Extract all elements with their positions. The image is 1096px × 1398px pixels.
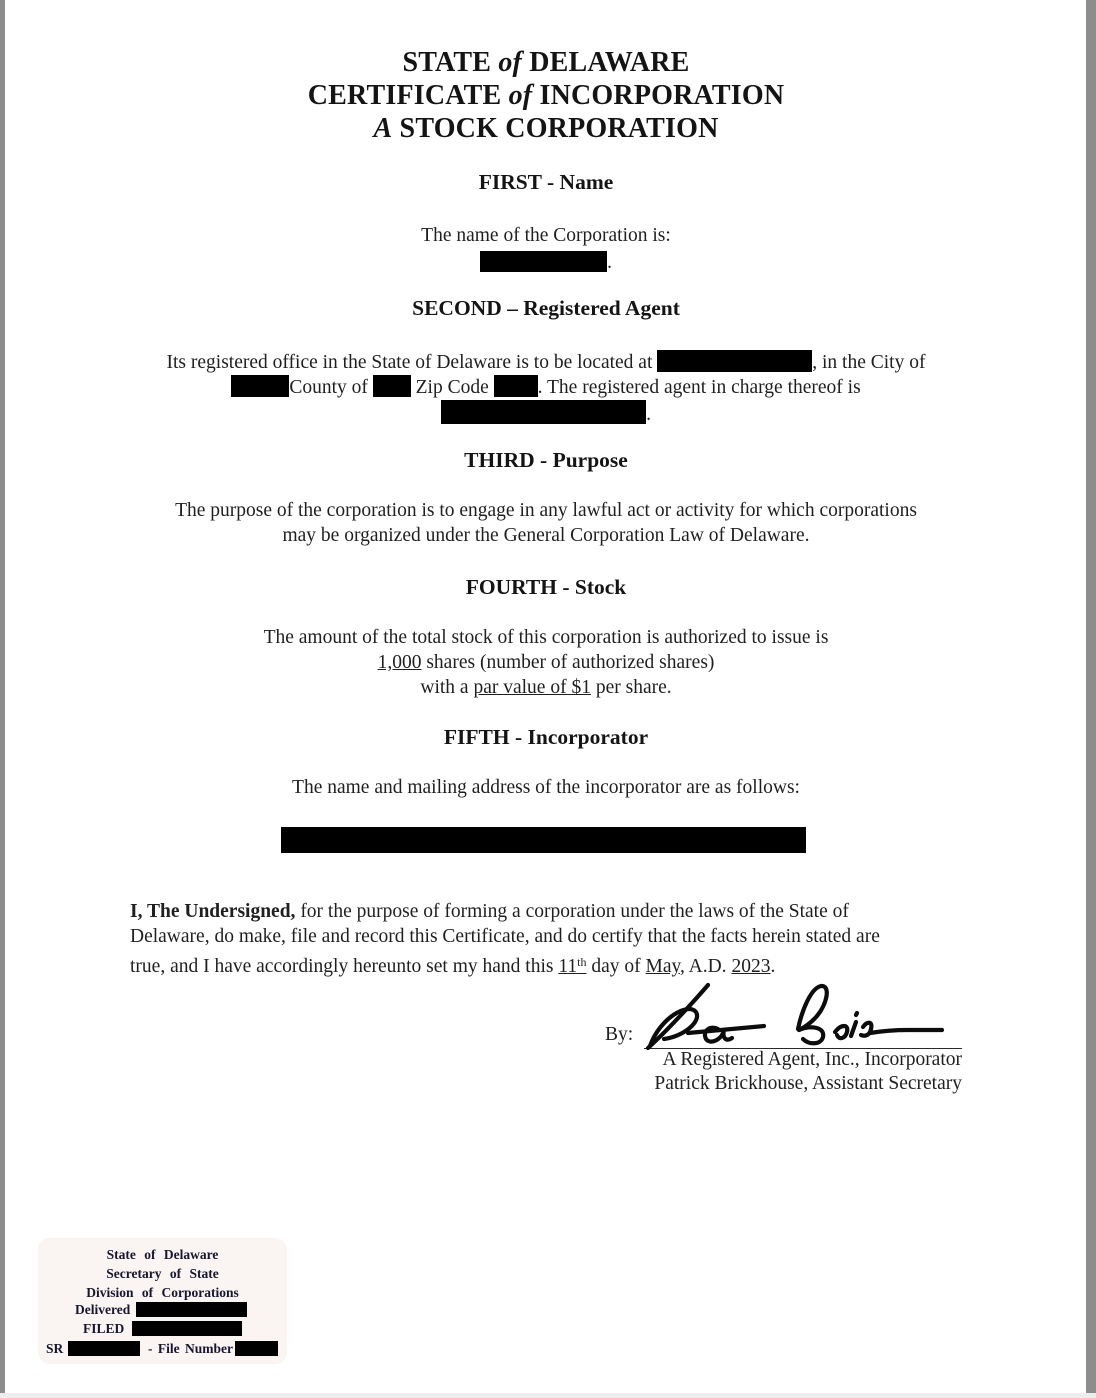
title-cert-pre: CERTIFICATE — [307, 80, 509, 111]
undersigned-line3-pre: true, and I have accordingly hereunto set my hand this — [130, 956, 559, 977]
registered-agent-line2 — [68, 375, 1024, 399]
title-stock-post: STOCK CORPORATION — [392, 113, 719, 144]
redaction-incorporator-name-address — [281, 827, 806, 853]
title-state-post: DELAWARE — [522, 47, 690, 78]
redaction-city — [231, 375, 289, 397]
stamp-sr-label: SR — [46, 1341, 64, 1356]
section-heading-second: SECOND – Registered Agent — [412, 296, 680, 320]
authorized-shares-value: 1,000 — [377, 652, 422, 673]
purpose-line1: The purpose of the corporation is to engage in any lawful act or activity for which corporations — [175, 500, 917, 521]
registered-agent-line1 — [68, 350, 1024, 374]
stamp-delivered-label: Delivered — [75, 1302, 131, 1317]
stamp-file-number-label: - File Number — [148, 1341, 233, 1356]
title-state-of: of — [498, 47, 523, 78]
signature-person-line: Patrick Brickhouse, Assistant Secretary — [654, 1073, 962, 1094]
execution-year: 2023 — [731, 956, 771, 977]
undersigned-line1-rest: for the purpose of forming a corporation under the laws of the State of — [295, 901, 849, 922]
redaction-agent-name — [441, 400, 646, 424]
section-heading-fourth: FOURTH - Stock — [465, 575, 627, 599]
registered-agent-line1-pre: Its registered office in the State of Delaware is to be located at — [166, 352, 658, 373]
title-line-certificate — [68, 79, 1024, 112]
registered-agent-line1-post: , in the City of — [812, 352, 926, 373]
title-line-stock-corporation — [68, 112, 1024, 145]
redaction-zip-code — [494, 375, 538, 397]
redaction-office-address — [657, 350, 812, 372]
registered-agent-zip-label: Zip Code — [410, 377, 494, 398]
title-line-state — [68, 46, 1024, 79]
incorporator-intro: The name and mailing address of the incorporator are as follows: — [292, 777, 800, 798]
redaction-file-number — [235, 1341, 278, 1356]
corporation-name-intro: The name of the Corporation is: — [421, 225, 671, 246]
redaction-filed-date — [132, 1321, 242, 1336]
redaction-sr-number — [68, 1341, 140, 1356]
title-state-pre: STATE — [402, 47, 499, 78]
undersigned-mid2: , A.D. — [679, 956, 732, 977]
corporation-name-suffix: . — [607, 252, 612, 273]
stamp-state-line: State of Delaware — [106, 1247, 219, 1262]
registered-agent-line3 — [68, 400, 1024, 426]
undersigned-line1 — [130, 900, 970, 925]
stamp-division-line: Division of Corporations — [86, 1285, 239, 1300]
stock-line2 — [68, 652, 1024, 674]
redaction-corporation-name — [480, 251, 607, 272]
signature-entity-line: A Registered Agent, Inc., Incorporator — [662, 1049, 962, 1070]
stock-line2-rest: shares (number of authorized shares) — [421, 652, 715, 673]
secretary-of-state-stamp — [38, 1238, 287, 1364]
undersigned-line3 — [130, 950, 970, 980]
undersigned-end: . — [770, 956, 776, 977]
section-heading-fifth: FIFTH - Incorporator — [443, 725, 649, 749]
page-edge-right — [1086, 0, 1096, 1398]
section-heading-first: FIRST - Name — [478, 170, 614, 194]
title-cert-of: of — [508, 80, 533, 111]
handwritten-signature — [630, 982, 960, 1052]
signature-by-label: By: — [605, 1024, 634, 1045]
page-edge-bottom — [0, 1393, 1096, 1398]
registered-agent-county-label: County of — [289, 377, 373, 398]
registered-agent-line3-suffix: . — [646, 404, 651, 425]
registered-agent-line2-post: . The registered agent in charge thereof is — [537, 377, 861, 398]
undersigned-bold: I, The Undersigned, — [130, 901, 296, 922]
stamp-secretary-line: Secretary of State — [106, 1266, 219, 1281]
undersigned-line2: Delaware, do make, file and record this Certificate, and do certify that the facts herein stated are — [130, 926, 880, 947]
section-heading-third: THIRD - Purpose — [464, 448, 628, 472]
page-edge-left — [0, 0, 5, 1398]
stock-line1: The amount of the total stock of this corporation is authorized to issue is — [263, 627, 829, 648]
execution-day: 11th — [558, 955, 587, 977]
stock-line3-post: per share. — [590, 677, 672, 698]
title-cert-post: INCORPORATION — [532, 80, 785, 111]
corporation-name-line — [68, 251, 1024, 274]
stock-line3 — [68, 677, 1024, 699]
purpose-line2: may be organized under the General Corporation Law of Delaware. — [282, 525, 810, 546]
stock-line3-pre: with a — [420, 677, 474, 698]
redaction-delivered-date — [136, 1302, 247, 1317]
title-stock-a: A — [373, 113, 393, 144]
undersigned-mid1: day of — [586, 956, 646, 977]
execution-month: May — [645, 956, 680, 977]
par-value: par value of $1 — [473, 677, 591, 698]
redaction-county — [373, 375, 411, 397]
stamp-filed-label: FILED — [83, 1321, 125, 1336]
